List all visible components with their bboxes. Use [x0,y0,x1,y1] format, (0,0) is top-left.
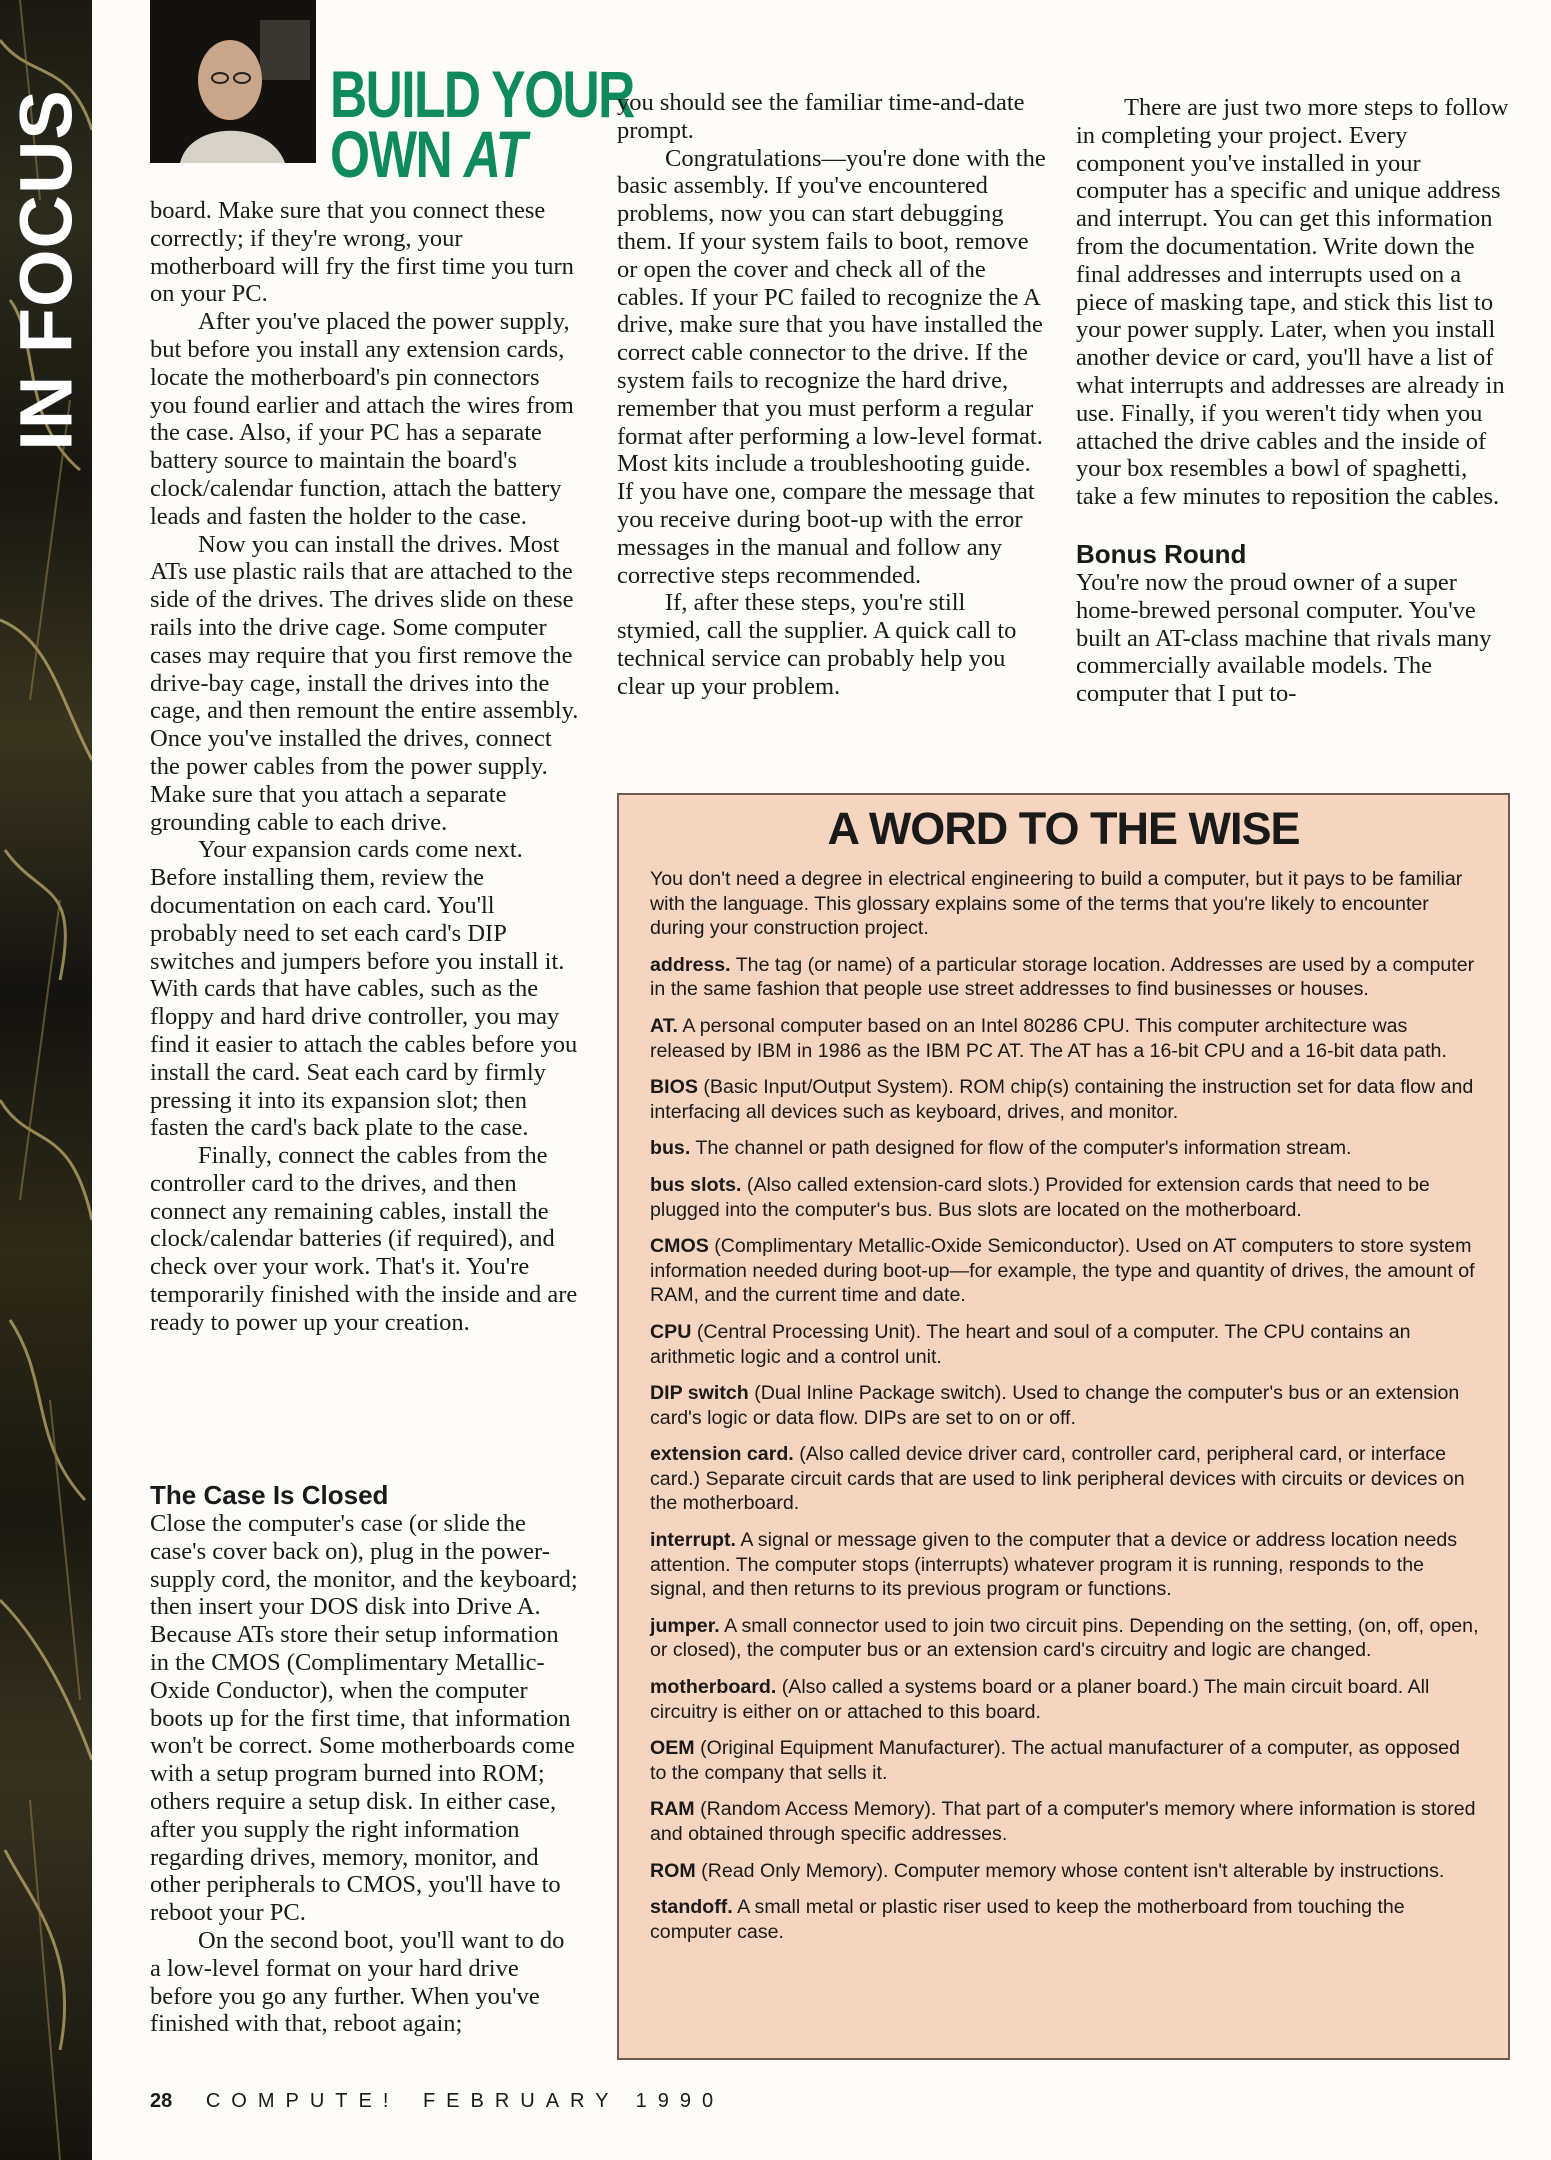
glossary-definition: (Also called a systems board or a planer board.) The main circuit board. All circuitry is either on or attached to this board. [650,1676,1430,1723]
glossary-definition: (Central Processing Unit). The heart and soul of a computer. The CPU contains an arithmetic logic and a control unit. [650,1320,1411,1368]
column-1 [150,197,580,1337]
glossary-entry [650,1173,1480,1222]
glossary-term: RAM [650,1798,695,1821]
title-line-1: BUILD YOUR [330,57,634,131]
section-heading: Bonus Round [1076,538,1247,569]
glossary-entry [650,1442,1480,1516]
glossary-entry [650,1381,1480,1430]
glossary-entry [650,1320,1480,1369]
glossary-definition: (Dual Inline Package switch). Used to change the computer's bus or an extension card's logic or data flow. DIPs are set to on or off. [650,1382,1460,1429]
paragraph: There are just two more steps to follow in completing your project. Every component you've installed in your computer has a specific and unique address and interrupt. You can get this information from the documentation. Write down the final addresses and interrupts used on a piece of masking tape, and stick this list to your power supply. Later, when you install another device or card, you'll have a list of what interrupts and addresses are already in use. Finally, if you weren't tidy when you attached the drive cables and the inside of your box resembles a bowl of spaghetti, take a few minutes to reposition the cables. [1076,94,1509,511]
glossary-entry [650,1736,1480,1785]
column-2 [617,89,1047,701]
glossary-term: ROM [650,1859,696,1882]
glossary-term: OEM [650,1737,695,1760]
page-footer [150,2090,724,2113]
glossary-term: DIP switch [650,1382,749,1405]
glossary-definition: A signal or message given to the computer that a device or address location needs attention. The computer stops (interrupts) whatever program it is running, responds to the signal, and then returns to its previous program or functions. [650,1529,1458,1601]
glossary-definition: A personal computer based on an Intel 80286 CPU. This computer architecture was released by IBM in 1986 as the IBM PC AT. The AT has a 16-bit CPU and a 16-bit data path. [650,1014,1447,1062]
paragraph: Now you can install the drives. Most ATs use plastic rails that are attached to the side of the drives. The drives slide on these rails into the drive cage. Some computer cases may require that you first remove the drive-bay cage, install the drives into the cage, and then remount the entire assembly. Once you've installed the drives, connect the power cables from the power supply. Make sure that you attach a separate grounding cable to each drive. [150,530,579,836]
glossary-term: AT. [650,1014,678,1037]
paragraph: After you've placed the power supply, but before you install any extension cards, locate the motherboard's pin connectors you found earlier and attach the wires from the case. Also, if your PC has a separate battery source to maintain the board's clock/calendar function, attach the battery leads and fasten the holder to the case. [150,308,574,530]
section-heading: The Case Is Closed [150,1480,389,1510]
paragraph: Close the computer's case (or slide the case's cover back on), plug in the power-supply cord, the monitor, and the keyboard; then insert your DOS disk into Drive A. Because ATs store their setup information in the CMOS (Complimentary Metallic-Oxide Conductor), when the computer boots up for the first time, that information won't be correct. Some motherboards come with a setup program burned into ROM; others require a setup disk. In either case, after you supply the right information regarding drives, memory, monitor, and other peripherals to CMOS, you'll have to reboot your PC. [150,1510,578,1927]
glossary-definition: (Also called device driver card, controller card, peripheral card, or interface card.) Separate circuit cards that are used to link peripheral devices with circuits or devices on the motherboard. [650,1443,1465,1515]
glossary-term: interrupt. [650,1529,736,1552]
author-photo [150,0,316,163]
paragraph: Congratulations—you're done with the basic assembly. If you've encountered problems, now you can start debugging them. If your system fails to boot, remove or open the cover and check all of the cables. If your PC failed to recognize the A drive, make sure that you have installed the correct cable connector to the drive. If the system fails to recognize the hard drive, remember that you must perform a regular format after performing a low-level format. Most kits include a troubleshooting guide. If you have one, compare the message that you receive during boot-up with the error messages in the manual and follow any corrective steps recommended. [617,144,1046,589]
glossary-entry [650,1797,1480,1846]
paragraph: you should see the familiar time-and-date prompt. [617,89,1025,144]
column-1-continued [150,1480,580,2038]
glossary-entry [650,1859,1480,1884]
issue-date: FEBRUARY 1990 [422,2090,725,2112]
glossary-definition: A small metal or plastic riser used to keep the motherboard from touching the computer case. [650,1896,1405,1943]
glossary-entry [650,1614,1480,1663]
glossary-definition: The channel or path designed for flow of the computer's information stream. [695,1137,1352,1160]
section-label: IN FOCUS [4,89,88,451]
glossary-body [650,867,1480,1956]
glossary-definition: (Also called extension-card slots.) Provided for extension cards that need to be plugged into the computer's bus. Bus slots are located on the motherboard. [650,1173,1430,1221]
paragraph: board. Make sure that you connect these correctly; if they're wrong, your motherboard will fry the first time you turn on your PC. [150,197,574,308]
article-title [330,57,634,191]
glossary-entry [650,1014,1480,1063]
paragraph: If, after these steps, you're still stymied, call the supplier. A quick call to technical service can probably help you clear up your problem. [617,589,1017,700]
glossary-term: motherboard. [650,1676,777,1699]
glossary-definition: (Random Access Memory). That part of a computer's memory where information is stored and obtained through specific addresses. [650,1798,1476,1845]
title-line-2: OWN AT [330,117,526,191]
paragraph: On the second boot, you'll want to do a low-level format on your hard drive before you go any further. When you've finished with that, reboot again; [150,1926,565,2038]
glossary-title: A WORD TO THE WISE [827,803,1300,854]
glossary-term: CMOS [650,1235,709,1258]
glossary-definition: A small connector used to join two circuit pins. Depending on the setting, (on, off, open, or closed), the computer bus or an extension card's circuitry and logic are changed. [650,1614,1479,1662]
glossary-term: bus slots. [650,1173,742,1196]
glossary-definition: (Read Only Memory). Computer memory whose content isn't alterable by instructions. [701,1859,1445,1882]
glossary-term: standoff. [650,1896,733,1919]
glossary-entries [650,953,1480,1945]
glossary-term: bus. [650,1137,691,1160]
glossary-intro: You don't need a degree in electrical engineering to build a computer, but it pays to be familiar with the language. This glossary explains some of the terms that you're likely to encounter during your construction project. [650,868,1463,940]
glossary-entry [650,1675,1480,1724]
glossary-term: address. [650,953,731,976]
glossary-entry [650,953,1480,1002]
column-3 [1076,94,1514,708]
glossary-term: extension card. [650,1443,794,1466]
magazine-name: COMPUTE! [205,2090,400,2112]
paragraph: Finally, connect the cables from the controller card to the drives, and then connect any remaining cables, install the clock/calendar batteries (if required), and check over your work. That's it. You're temporarily finished with the inside and are ready to power up your creation. [150,1142,578,1336]
glossary-term: BIOS [650,1076,698,1099]
glossary-entry [650,1075,1480,1124]
paragraph: You're now the proud owner of a super home-brewed personal computer. You've built an AT-class machine that rivals many commercially available models. The computer that I put to- [1076,568,1492,708]
glossary-entry [650,1528,1480,1602]
glossary-definition: (Complimentary Metallic-Oxide Semiconductor). Used on AT computers to store system information needed during boot-up—for example, the type and quantity of drives, the amount of RAM, and the current time and date. [650,1235,1475,1307]
glossary-entry [650,1234,1480,1308]
glossary-definition: (Basic Input/Output System). ROM chip(s) containing the instruction set for data flow and interfacing all devices such as keyboard, drives, and monitor. [650,1076,1474,1123]
glossary-entry [650,1895,1480,1944]
glossary-term: CPU [650,1320,692,1343]
glossary-entry [650,1136,1480,1161]
paragraph: Your expansion cards come next. Before installing them, review the documentation on each card. You'll probably need to set each card's DIP switches and jumpers before you install it. With cards that have cables, such as the floppy and hard drive controller, you may find it easier to attach the cables before you install the card. Seat each card by firmly pressing it into its expansion slot; then fasten the card's back plate to the case. [150,836,578,1142]
glossary-term: jumper. [650,1614,720,1637]
glossary-definition: (Original Equipment Manufacturer). The actual manufacturer of a computer, as opposed to the company that sells it. [650,1737,1460,1784]
glossary-definition: The tag (or name) of a particular storage location. Addresses are used by a computer in the same fashion that people use street addresses to find businesses or houses. [650,953,1475,1001]
glossary-box [617,793,1510,2060]
page-number: 28 [150,2090,173,2112]
